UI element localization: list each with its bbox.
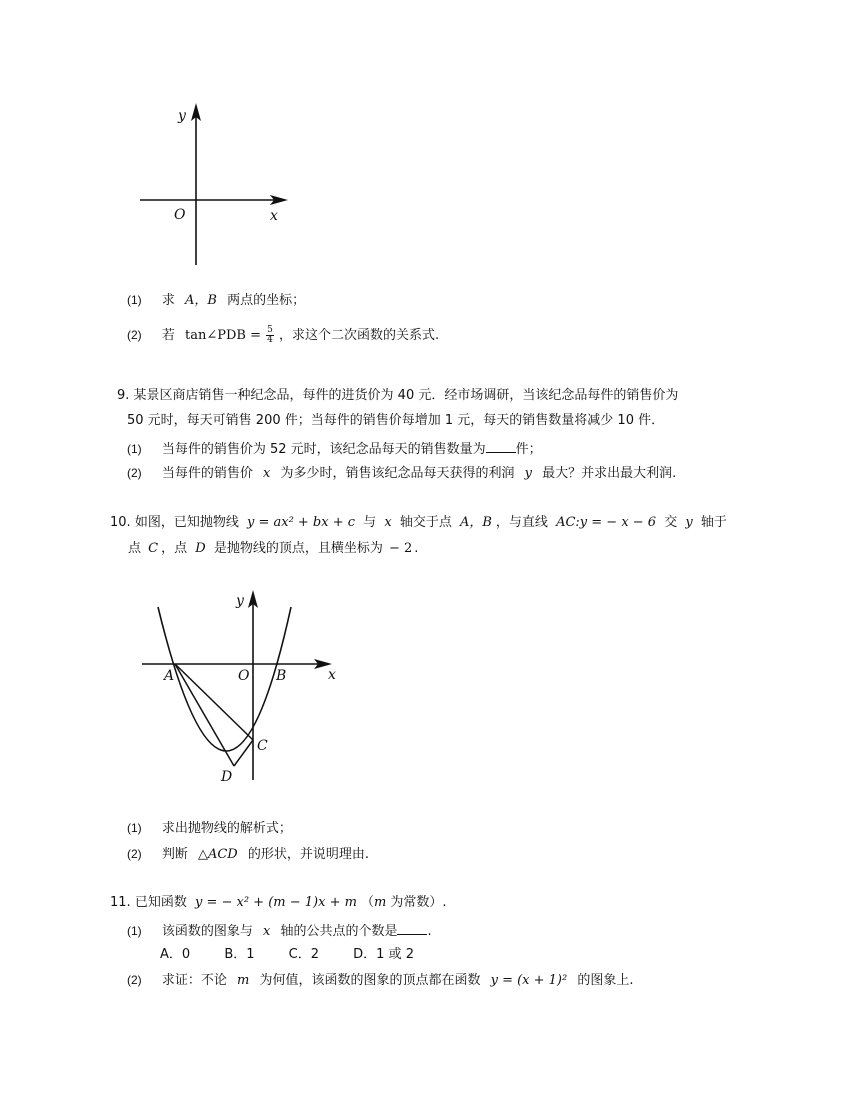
- option-b[interactable]: B．1: [224, 947, 255, 962]
- fraction: $\frac{5}{4}$: [267, 325, 273, 345]
- answer-blank[interactable]: [486, 440, 516, 453]
- q11-options: [160, 948, 414, 961]
- point-d-label: D: [221, 769, 233, 785]
- option-a[interactable]: A．0: [160, 947, 191, 962]
- q9-sub1: (1) 当每件的销售价为 52 元时，该纪念品每天的销售数量为 件；: [127, 442, 542, 457]
- x-label: x: [328, 667, 336, 683]
- y-label: y: [236, 593, 244, 609]
- q11-sub2: (2) 求证：不论 m 为何值，该函数的图象的顶点都在函数 y = (x + 1)² 的图象上.: [127, 973, 634, 988]
- option-d[interactable]: D．1 或 2: [353, 947, 414, 962]
- segment-ad: [175, 664, 234, 766]
- q11-stem: 11. 已知函数 y = − x² + (m − 1)x + m （m 为常数）.: [110, 895, 447, 910]
- point-b-label: B: [276, 668, 287, 684]
- q10-line1: 10. 如图，已知抛物线 y = ax² + bx + c 与 x 轴交于点 A，B ，与直线 AC:y = − x − 6 交 y 轴于: [110, 515, 727, 530]
- y-label: y: [178, 108, 186, 124]
- q10-line2: 点 C ，点 D 是抛物线的顶点，且横坐标为 − 2 .: [128, 541, 419, 556]
- q9-line2: 50 元时，每天可销售 200 件；当每件的销售价每增加 1 元，每天的销售数量将减少 10 件．: [127, 413, 665, 428]
- q9-sub2: (2) 当每件的销售价 x 为多少时，销售该纪念品每天获得的利润 y 最大？并求出最大利润.: [127, 466, 677, 481]
- segment-dc: [234, 740, 253, 766]
- q8-sub2: (2) 若 tan∠PDB = $\frac{5}{4}$ ，求这个二次函数的关系式.: [127, 325, 440, 345]
- q8-coordinate-axes: [130, 100, 300, 270]
- q8-sub1: (1) 求 A，B 两点的坐标；: [127, 293, 306, 308]
- q10-parabola-diagram: [130, 585, 360, 790]
- origin-label: O: [174, 207, 186, 223]
- answer-blank[interactable]: [397, 922, 427, 935]
- option-c[interactable]: C．2: [288, 947, 320, 962]
- point-c-label: C: [257, 738, 268, 754]
- parabola-curve: [158, 607, 291, 751]
- q10-sub1: (1) 求出抛物线的解析式；: [127, 821, 292, 836]
- origin-label: O: [238, 668, 250, 684]
- q11-sub1: (1) 该函数的图象与 x 轴的公共点的个数是 .: [127, 924, 432, 939]
- x-label: x: [270, 208, 278, 224]
- point-a-label: A: [164, 668, 175, 684]
- q10-sub2: (2) 判断 △ACD 的形状，并说明理由.: [127, 847, 370, 862]
- q9-line1: 9. 某景区商店销售一种纪念品，每件的进货价为 40 元．经市场调研，当该纪念品每件的销售价为: [117, 388, 679, 403]
